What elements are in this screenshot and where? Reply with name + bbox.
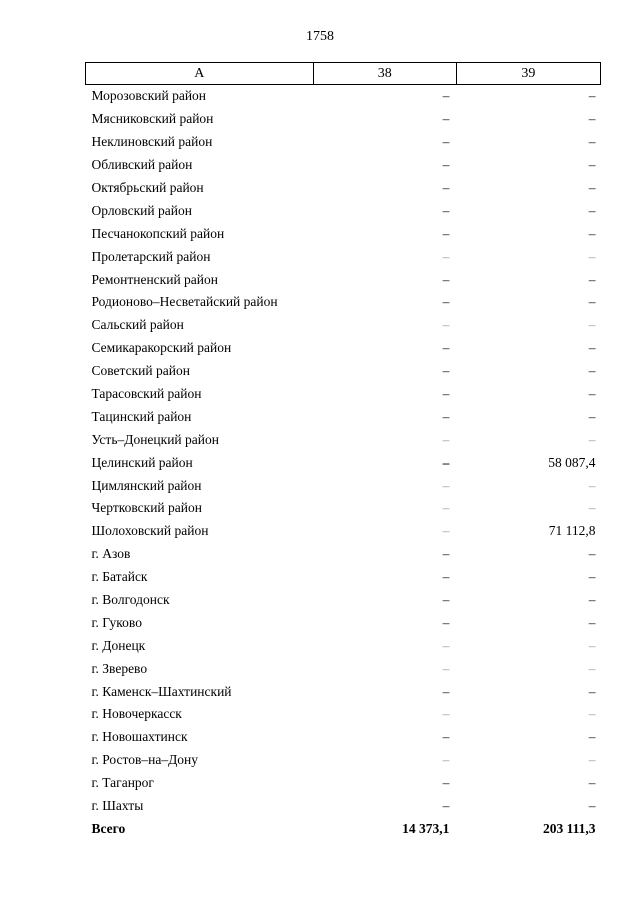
row-name: Целинский район xyxy=(91,454,193,470)
value-col-38: – xyxy=(442,523,450,539)
value-col-39: – xyxy=(588,225,596,241)
row-name: Обливский район xyxy=(91,157,193,173)
value-col-38: – xyxy=(442,202,450,218)
table-row xyxy=(86,108,601,131)
value-col-38: – xyxy=(442,706,450,722)
column-header-39: 39 xyxy=(456,63,600,85)
table-row xyxy=(86,474,601,497)
value-col-38: – xyxy=(442,454,450,470)
value-col-38: – xyxy=(442,729,450,745)
table-row xyxy=(86,199,601,222)
table-row xyxy=(86,703,601,726)
row-name: Цимлянский район xyxy=(91,477,202,493)
value-col-38: – xyxy=(442,569,450,585)
table-row xyxy=(86,131,601,154)
value-col-38: – xyxy=(442,294,450,310)
value-col-39: – xyxy=(588,477,596,493)
table-row xyxy=(86,360,601,383)
value-col-38: – xyxy=(442,431,450,447)
value-col-39: – xyxy=(588,614,596,630)
value-col-38: – xyxy=(442,157,450,173)
value-col-39: – xyxy=(588,431,596,447)
row-name: Песчанокопский район xyxy=(91,225,225,241)
row-name: г. Новочеркасск xyxy=(91,706,182,722)
value-col-38: – xyxy=(442,180,450,195)
total-col-38: 14 373,1 xyxy=(402,820,450,836)
table-row xyxy=(86,245,601,268)
value-col-39: – xyxy=(588,88,596,104)
value-col-38: – xyxy=(442,614,450,630)
row-name: г. Новошахтинск xyxy=(91,729,188,745)
value-col-38: – xyxy=(442,592,450,608)
row-name: Родионово–Несветайский район xyxy=(91,294,278,310)
value-col-39: – xyxy=(588,317,596,333)
table-row xyxy=(86,657,601,680)
value-col-39: – xyxy=(588,729,596,745)
value-col-38: – xyxy=(442,340,450,356)
row-name: г. Каменск–Шахтинский xyxy=(91,683,232,699)
row-name: Тарасовский район xyxy=(91,386,202,402)
value-col-39: – xyxy=(588,248,596,264)
table-row xyxy=(86,383,601,406)
value-col-39: – xyxy=(588,500,596,516)
value-col-38: – xyxy=(442,111,450,127)
row-name: Пролетарский район xyxy=(91,248,211,264)
table-row xyxy=(86,222,601,245)
value-col-38: – xyxy=(442,363,450,379)
column-header-a: А xyxy=(86,63,314,85)
table-row xyxy=(86,772,601,795)
table-row xyxy=(86,543,601,566)
value-col-38: – xyxy=(442,386,450,402)
value-col-39: – xyxy=(588,202,596,218)
value-col-39: – xyxy=(588,157,596,173)
value-col-39: – xyxy=(588,592,596,608)
table-row xyxy=(86,314,601,337)
value-col-39: – xyxy=(588,363,596,379)
value-col-39: – xyxy=(588,637,596,653)
row-name: Неклиновский район xyxy=(91,134,213,150)
value-col-39: – xyxy=(588,752,596,768)
row-name: г. Донецк xyxy=(91,637,146,653)
row-name: Тацинский район xyxy=(91,408,192,424)
row-name: Октябрьский район xyxy=(91,180,204,195)
row-name: г. Шахты xyxy=(91,798,144,814)
row-name: Усть–Донецкий район xyxy=(91,431,219,447)
value-col-39: – xyxy=(588,798,596,814)
value-col-38: – xyxy=(442,88,450,104)
value-col-38: – xyxy=(442,546,450,562)
page-number: 1758 xyxy=(306,29,334,44)
value-col-39: – xyxy=(588,386,596,402)
row-name: Мясниковский район xyxy=(91,111,214,127)
value-col-39: – xyxy=(588,546,596,562)
row-name: Ремонтненский район xyxy=(91,271,218,287)
value-col-39: – xyxy=(588,294,596,310)
table-body xyxy=(86,85,601,841)
table-row xyxy=(86,520,601,543)
value-col-39: – xyxy=(588,271,596,287)
table-row xyxy=(86,85,601,108)
row-name: г. Азов xyxy=(91,546,131,562)
value-col-38: – xyxy=(442,134,450,150)
value-col-38: – xyxy=(442,248,450,264)
value-col-38: – xyxy=(442,271,450,287)
table-row xyxy=(86,795,601,818)
value-col-39: – xyxy=(588,569,596,585)
table-row xyxy=(86,589,601,612)
value-col-38: – xyxy=(442,775,450,791)
value-col-39: – xyxy=(588,683,596,699)
total-row xyxy=(86,818,601,841)
row-name: г. Ростов–на–Дону xyxy=(91,752,199,768)
table-row xyxy=(86,337,601,360)
value-col-38: – xyxy=(442,225,450,241)
value-col-39: – xyxy=(588,408,596,424)
row-name: Чертковский район xyxy=(91,500,202,516)
column-header-38: 38 xyxy=(313,63,456,85)
row-name: г. Батайск xyxy=(91,569,148,585)
table-row xyxy=(86,726,601,749)
table-row xyxy=(86,451,601,474)
table-row xyxy=(86,154,601,177)
value-col-38: – xyxy=(442,408,450,424)
value-col-39: – xyxy=(588,111,596,127)
table-row xyxy=(86,428,601,451)
row-name: Орловский район xyxy=(91,202,192,218)
row-name: г. Волгодонск xyxy=(91,592,170,608)
table-row xyxy=(86,566,601,589)
table-header-row xyxy=(86,63,601,85)
row-name: Советский район xyxy=(91,363,190,379)
table-row xyxy=(86,405,601,428)
value-col-38: – xyxy=(442,660,450,676)
table-row xyxy=(86,611,601,634)
row-name: Шолоховский район xyxy=(91,523,209,539)
value-col-39: – xyxy=(588,180,596,195)
value-col-39: – xyxy=(588,660,596,676)
table-row xyxy=(86,291,601,314)
total-label: Всего xyxy=(91,820,126,836)
row-name: г. Гуково xyxy=(91,614,142,630)
value-col-39: – xyxy=(588,775,596,791)
row-name: г. Таганрог xyxy=(91,775,154,791)
value-col-39: – xyxy=(588,340,596,356)
table-row xyxy=(86,634,601,657)
value-col-38: – xyxy=(442,477,450,493)
value-col-38: – xyxy=(442,637,450,653)
row-name: г. Зверево xyxy=(91,660,148,676)
value-col-39: 71 112,8 xyxy=(548,523,596,539)
table-row xyxy=(86,680,601,703)
value-col-39: 58 087,4 xyxy=(548,454,596,470)
budget-table xyxy=(85,62,601,840)
value-col-38: – xyxy=(442,317,450,333)
table-row xyxy=(86,749,601,772)
row-name: Сальский район xyxy=(91,317,184,333)
table-row xyxy=(86,268,601,291)
value-col-38: – xyxy=(442,683,450,699)
table-row xyxy=(86,497,601,520)
value-col-39: – xyxy=(588,134,596,150)
value-col-39: – xyxy=(588,706,596,722)
value-col-38: – xyxy=(442,500,450,516)
table-row xyxy=(86,177,601,200)
row-name: Морозовский район xyxy=(91,88,207,104)
value-col-38: – xyxy=(442,798,450,814)
total-col-39: 203 111,3 xyxy=(542,820,596,836)
value-col-38: – xyxy=(442,752,450,768)
row-name: Семикаракорский район xyxy=(91,340,232,356)
